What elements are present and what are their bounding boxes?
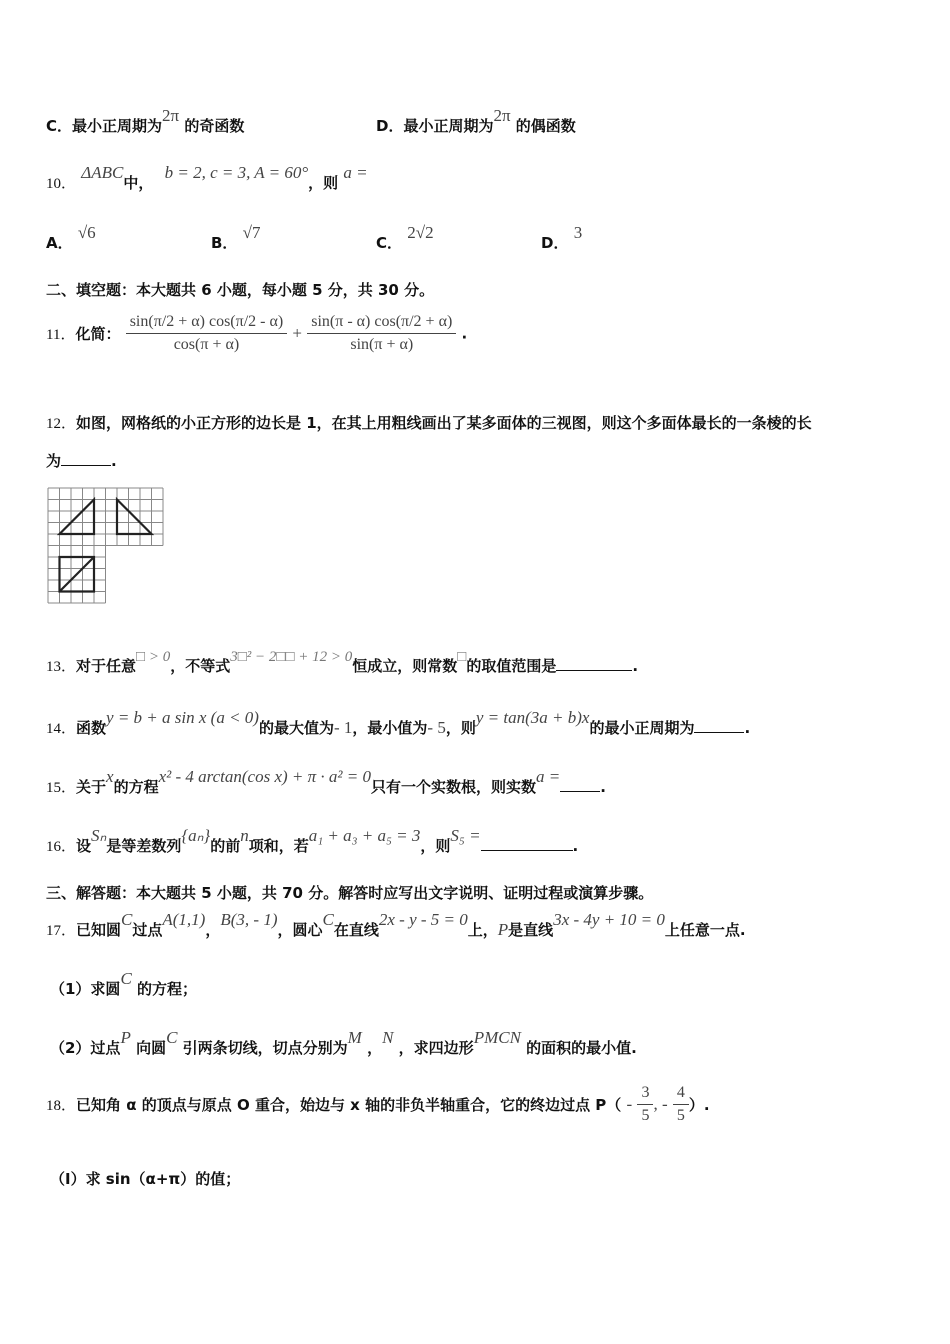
q17-sub-2-comma: ，: [367, 1039, 383, 1057]
q16-number: 16．: [46, 839, 77, 855]
q10-number: 10．: [46, 176, 77, 192]
q15-answer-blank: [560, 777, 600, 792]
q10-condition: b = 2, c = 3, A = 60°: [164, 163, 309, 182]
q18-sub-1: （Ⅰ）求 sin（α+π）的值；: [50, 1170, 241, 1188]
q16-n: n: [240, 826, 249, 845]
section-2-title: 二、填空题：本大题共 6 小题，每小题 5 分，共 30 分。: [46, 281, 435, 299]
q9-option-c: [46, 106, 245, 136]
q10-option-a-label: A．: [46, 234, 73, 252]
q18-fraction-1-denominator: 5: [641, 1107, 650, 1124]
q17-sub-2-point-n: N: [382, 1028, 394, 1047]
q15-equation: x² - 4 arctan(cos x) + π · a² = 0: [158, 767, 371, 786]
q13-text-c: 恒成立，则常数: [352, 657, 458, 675]
q18-text: 已知角 α 的顶点与原点 O 重合，始边与 x 轴的非负半轴重合，它的终边过点 P（: [76, 1096, 622, 1114]
q11-fraction-1-denominator: cos(π + α): [173, 336, 240, 353]
q16-sum: Sₙ: [91, 826, 107, 845]
q17-sub-2-text-c: 引两条切线，切点分别为: [182, 1039, 348, 1057]
q10-option-d: [541, 223, 583, 253]
q13-answer-blank: [556, 656, 632, 671]
q17-sub-2-quadrilateral: PMCN: [473, 1028, 521, 1047]
q13: [46, 649, 639, 676]
q17-text-g: 上任意一点.: [664, 921, 746, 939]
q10-option-c-label: C．: [376, 234, 403, 252]
q16-condition: a₁ + a₃ + a₅ = 3: [308, 826, 421, 845]
q17-text-c: ，圆心: [277, 921, 323, 939]
q14: [46, 708, 751, 738]
q10-option-b-label: B．: [211, 234, 238, 252]
q10-option-b-value: √7: [242, 223, 261, 242]
q10-option-c-value: 2√2: [407, 223, 434, 242]
q14-end: .: [744, 719, 751, 737]
q17-sub-1-text-a: （1）求圆: [50, 980, 121, 998]
q10-option-a-value: √6: [77, 223, 96, 242]
q14-min-value: - 5: [427, 718, 446, 737]
q17-text-f: 是直线: [508, 921, 554, 939]
q14-text-c: ，最小值为: [352, 719, 428, 737]
q18-fraction-2-numerator: 4: [673, 1084, 689, 1105]
q18-number: 18．: [46, 1098, 77, 1114]
q18-minus-1: -: [626, 1094, 633, 1114]
q15-text-a: 关于: [76, 778, 107, 796]
q17-sub-2-point-p: P: [120, 1028, 131, 1047]
q13-condition: □ > 0: [136, 649, 171, 665]
q18-fraction-2-denominator: 5: [676, 1107, 685, 1124]
q17-sub-2-circle: C: [166, 1028, 178, 1047]
q17-text-b: 过点: [132, 921, 163, 939]
q11-fraction-2-numerator: sin(π - α) cos(π/2 + α): [307, 313, 456, 334]
q11-fraction-2: [307, 313, 456, 354]
q14-answer-blank: [694, 718, 744, 733]
q17-text-a: 已知圆: [76, 921, 122, 939]
q12-end: .: [111, 452, 117, 470]
q13-end: .: [632, 657, 639, 675]
q12-top-view: [60, 557, 95, 592]
q12-text-2: 为: [46, 452, 62, 470]
q14-function-2: y = tan(3a + b)x: [475, 708, 590, 727]
q9-option-d-math: 2π: [493, 106, 511, 125]
q17-stem: [46, 910, 746, 940]
q12-line-1: [46, 412, 812, 433]
q16: [46, 826, 579, 856]
q9-option-c-label: C．最小正周期为: [46, 117, 163, 135]
q18-fraction-1-numerator: 3: [637, 1084, 653, 1105]
q17-number: 17．: [46, 923, 77, 939]
q11-number: 11．: [46, 327, 76, 343]
q14-text-d: ，则: [445, 719, 476, 737]
q16-text-b: 是等差数列: [106, 837, 182, 855]
q17-point-a: A(1,1): [162, 910, 206, 929]
q11: [46, 313, 467, 354]
q17-sub-1-text-b: 的方程；: [137, 980, 198, 998]
q11-fraction-1-numerator: sin(π/2 + α) cos(π/2 - α): [126, 313, 287, 334]
q10-option-d-label: D．: [541, 234, 569, 252]
q13-inequality: 3□² − 2□□ + 12 > 0: [230, 649, 353, 665]
q15-number: 15．: [46, 780, 77, 796]
q14-text-a: 函数: [76, 719, 107, 737]
q10-text-then: ，则: [308, 174, 339, 192]
q17-text-d: 在直线: [333, 921, 379, 939]
q17-sub-2-text-a: （2）过点: [50, 1039, 121, 1057]
q11-fraction-2-denominator: sin(π + α): [350, 336, 414, 353]
q15-text-c: 只有一个实数根，则实数: [371, 778, 537, 796]
q17-sub-2-point-m: M: [347, 1028, 362, 1047]
q11-fraction-1: [126, 313, 287, 354]
q18-fraction-2: [673, 1084, 689, 1125]
q15-ask: a =: [536, 767, 561, 786]
q9-option-d-tail: 的偶函数: [515, 117, 576, 135]
q10-ask: a =: [343, 163, 368, 182]
q16-ask: S₅ =: [450, 826, 481, 845]
q18-separator: , -: [653, 1094, 668, 1114]
q12-side-view: [117, 500, 152, 535]
q12-line-2: [46, 450, 117, 471]
q9-option-c-math: 2π: [162, 106, 180, 125]
q18-fraction-1: [637, 1084, 653, 1125]
q14-number: 14．: [46, 721, 77, 737]
q17-sub-2-text-b: 向圆: [136, 1039, 167, 1057]
q17-point-b: B(3, - 1): [220, 910, 278, 929]
q15-end: .: [600, 778, 606, 796]
q14-text-b: 的最大值为: [258, 719, 334, 737]
q17-sub-2-text-e: 的面积的最小值.: [526, 1039, 637, 1057]
q16-text-e: ，则: [420, 837, 451, 855]
q17-circle-c: C: [121, 910, 133, 929]
q16-text-c: 的前: [210, 837, 241, 855]
q18-tail: ）.: [688, 1096, 710, 1114]
q14-text-e: 的最小正周期为: [589, 719, 695, 737]
q11-text: 化简：: [75, 325, 121, 343]
q17-point-p: P: [497, 920, 509, 939]
q10-triangle: ΔABC: [81, 163, 124, 182]
q12-number: 12．: [46, 416, 77, 432]
q15: [46, 767, 606, 797]
q13-text-a: 对于任意: [76, 657, 137, 675]
q16-end: .: [572, 837, 579, 855]
q17-text-e: 上，: [467, 921, 498, 939]
q10-option-c: [376, 223, 434, 253]
q10-option-b: [211, 223, 261, 253]
q16-answer-blank: [481, 836, 573, 851]
q17-sub-2: [50, 1028, 637, 1058]
q18-stem: [46, 1084, 710, 1125]
q13-variable: □: [457, 649, 467, 665]
q12-three-view-figure: [46, 486, 166, 608]
q11-plus: +: [292, 323, 303, 343]
q10-option-d-value: 3: [573, 223, 583, 242]
q17-comma: ，: [205, 921, 221, 939]
q9-option-c-tail: 的奇函数: [184, 117, 245, 135]
q13-number: 13．: [46, 659, 77, 675]
q17-sub-2-text-d: ，求四边形: [398, 1039, 474, 1057]
q9-option-d-label: D．最小正周期为: [376, 117, 494, 135]
q16-sequence: {aₙ}: [181, 826, 211, 845]
q16-text-a: 设: [76, 837, 92, 855]
q10-stem: [46, 163, 368, 193]
q17-center-c: C: [322, 910, 334, 929]
q12-text: 如图，网格纸的小正方形的边长是 1，在其上用粗线画出了某多面体的三视图，则这个多面体最长的一条棱的长: [76, 414, 812, 432]
section-3-title: 三、解答题：本大题共 5 小题，共 70 分。解答时应写出文字说明、证明过程或演算步骤。: [46, 884, 654, 902]
q12-front-view: [60, 500, 95, 535]
q17-line-2: 3x - 4y + 10 = 0: [553, 910, 665, 929]
q16-text-d: 项和，若: [248, 837, 309, 855]
q13-text-b: ，不等式: [170, 657, 231, 675]
q14-function: y = b + a sin x (a < 0): [106, 708, 259, 727]
q17-sub-1-circle: C: [120, 969, 132, 988]
q9-option-d: [376, 106, 576, 136]
q15-text-b: 的方程: [113, 778, 159, 796]
q14-max-value: - 1: [333, 718, 353, 737]
q13-text-d: 的取值范围是: [466, 657, 557, 675]
q12-answer-blank: [61, 451, 111, 466]
q17-sub-1: [50, 969, 198, 999]
q15-variable-x: x: [106, 767, 114, 786]
q17-line-1: 2x - y - 5 = 0: [378, 910, 468, 929]
q10-option-a: [46, 223, 96, 253]
q11-end: .: [461, 324, 468, 343]
q10-text-mid: 中，: [123, 174, 154, 192]
